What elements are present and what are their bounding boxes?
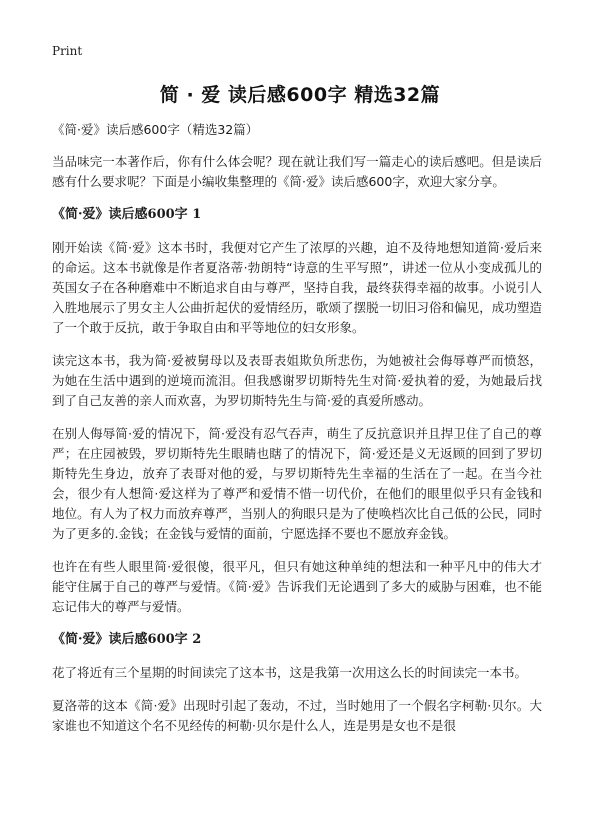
- section-paragraph: 在别人侮辱简·爱的情况下，简·爱没有忍气吞声，萌生了反抗意识并且捍卫住了自己的尊严；在庄园被毁，罗切斯特先生眼睛也瞎了的情况下，简·爱还是义无返顾的回到了罗切斯特先生身边，放弃了表哥对他的爱，与罗切斯特先生幸福的生活在了一起。在当今社会，很少有人想简·爱这样为了尊严和爱情不惜一切代价，在他们的眼里似乎只有金钱和地位。有人为了权力而放弃尊严，当别人的狗眼只是为了使唤档次比自己低的公民，同时为了更多的.金钱；在金钱与爱情的面前，宁愿选择不要也不愿放弃金钱。: [52, 426, 542, 541]
- section-heading: 《简·爱》读后感600字 1: [52, 207, 202, 222]
- document-body: [52, 120, 542, 749]
- document-subtitle: 《简·爱》读后感600字（精选32篇）: [52, 122, 259, 137]
- page-title: 简 · 爱 读后感600字 精选32篇: [159, 84, 441, 106]
- section-heading: 《简·爱》读后感600字 2: [52, 632, 202, 647]
- intro-paragraph: 当品味完一本著作后，你有什么体会呢？现在就让我们写一篇走心的读后感吧。但是读后感有什么要求呢？下面是小编收集整理的《简·爱》读后感600字，欢迎大家分享。: [52, 154, 542, 189]
- section-paragraph: 读完这本书，我为简·爱被舅母以及表哥表姐欺负所悲伤，为她被社会侮辱尊严而愤怒，为她在生活中遇到的逆境而流泪。但我感谢罗切斯特先生对简·爱执着的爱，为她最后找到了自己友善的亲人而欢喜，为罗切斯特先生与简·爱的真爱所感动。: [52, 353, 542, 408]
- print-label[interactable]: Print: [52, 44, 83, 58]
- section-paragraph: 刚开始读《简·爱》这本书时，我便对它产生了浓厚的兴趣，迫不及待地想知道简·爱后来的命运。这本书就像是作者夏洛蒂·勃朗特“诗意的生平写照”，讲述一位从小变成孤儿的英国女子在各种磨难中不断追求自由与尊严，坚持自我，最终获得幸福的故事。小说引人入胜地展示了男女主人公曲折起伏的爱情经历，歌颂了摆脱一切旧习俗和偏见，成功塑造了一个敢于反抗，敢于争取自由和平等地位的妇女形象。: [52, 240, 542, 335]
- section-paragraph: 花了将近有三个星期的时间读完了这本书，这是我第一次用这么长的时间读完一本书。: [52, 665, 528, 680]
- section-paragraph: 夏洛蒂的这本《简·爱》出现时引起了轰动，不过，当时她用了一个假名字柯勒·贝尔。大家谁也不知道这个名不见经传的柯勒·贝尔是什么人，连是男是女也不是很: [52, 698, 542, 733]
- section-paragraph: 也许在有些人眼里简·爱很傻，很平凡，但只有她这种单纯的想法和一种平凡中的伟大才能守住属于自己的尊严与爱情。《简·爱》告诉我们无论遇到了多大的威胁与困难，也不能忘记伟大的尊严与爱情。: [52, 559, 542, 614]
